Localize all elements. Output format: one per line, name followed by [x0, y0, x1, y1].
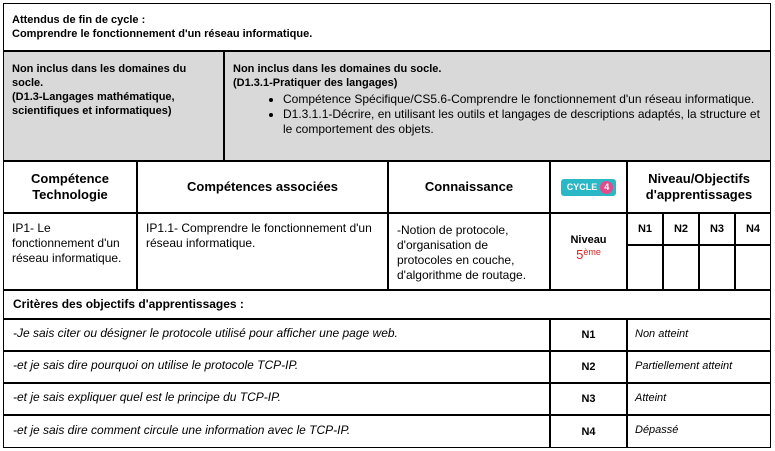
header-niveau-objectifs: Niveau/Objectifs d'apprentissages: [627, 161, 771, 213]
criteria-status: Atteint: [627, 383, 771, 415]
socle-bullet-list: [233, 92, 762, 137]
socle-right-cell: [224, 51, 771, 161]
header-line2: Comprendre le fonctionnement d'un réseau informatique.: [12, 28, 313, 40]
socle-left-line1: Non inclus dans les domaines du socle.: [12, 63, 187, 89]
level-box-n3[interactable]: [699, 245, 735, 290]
socle-bullet: • D1.3.1.1-Décrire, en utilisant les outils et langages de descriptions adaptés, la structure et le comportement des objets.: [283, 107, 762, 137]
row-connaissance: -Notion de protocole, d'organisation de protocoles en couche, d'algorithme de routage.: [388, 213, 550, 290]
level-box-n4[interactable]: [735, 245, 771, 290]
criteria-level: N1: [550, 319, 627, 351]
header-line1: Attendus de fin de cycle :: [12, 14, 146, 26]
header-connaissance: Connaissance: [388, 161, 550, 213]
criteria-text: -et je sais dire pourquoi on utilise le protocole TCP-IP.: [3, 351, 550, 383]
header-competence: Compétence Technologie: [3, 161, 137, 213]
socle-left-cell: [3, 51, 224, 161]
niveau-value: 5ème: [576, 247, 601, 262]
socle-right-line2: (D1.3.1-Pratiquer des langages): [233, 77, 398, 89]
cycle-number: 4: [600, 181, 613, 194]
level-header-n2: N2: [663, 213, 699, 245]
socle-right-line1: Non inclus dans les domaines du socle.: [233, 63, 442, 75]
row-associee: IP1.1- Comprendre le fonctionnement d'un réseau informatique.: [137, 213, 388, 290]
criteria-text: -et je sais expliquer quel est le principe du TCP-IP.: [3, 383, 550, 415]
row-competence: IP1- Le fonctionnement d'un réseau informatique.: [3, 213, 137, 290]
level-header-n1: N1: [627, 213, 663, 245]
cycle-badge: CYCLE 4: [561, 179, 617, 196]
level-header-n3: N3: [699, 213, 735, 245]
level-box-n1[interactable]: [627, 245, 663, 290]
header-cell: [3, 3, 771, 51]
socle-left-line2: (D1.3-Langages mathématique, scientifiques et informatiques): [12, 91, 175, 117]
level-box-n2[interactable]: [663, 245, 699, 290]
criteria-text: -Je sais citer ou désigner le protocole utilisé pour afficher une page web.: [3, 319, 550, 351]
socle-bullet: • Compétence Spécifique/CS5.6-Comprendre le fonctionnement d'un réseau informatique.: [283, 92, 762, 107]
criteria-status: Non atteint: [627, 319, 771, 351]
niveau-label: Niveau: [570, 234, 607, 246]
criteria-level: N4: [550, 415, 627, 448]
criteria-level: N3: [550, 383, 627, 415]
criteria-text: -et je sais dire comment circule une information avec le TCP-IP.: [3, 415, 550, 448]
criteria-status: Partiellement atteint: [627, 351, 771, 383]
header-cycle: [550, 161, 627, 213]
criteria-title: Critères des objectifs d'apprentissages :: [3, 290, 771, 319]
header-associees: Compétences associées: [137, 161, 388, 213]
criteria-status: Dépassé: [627, 415, 771, 448]
level-header-n4: N4: [735, 213, 771, 245]
criteria-level: N2: [550, 351, 627, 383]
row-niveau: [550, 213, 627, 290]
